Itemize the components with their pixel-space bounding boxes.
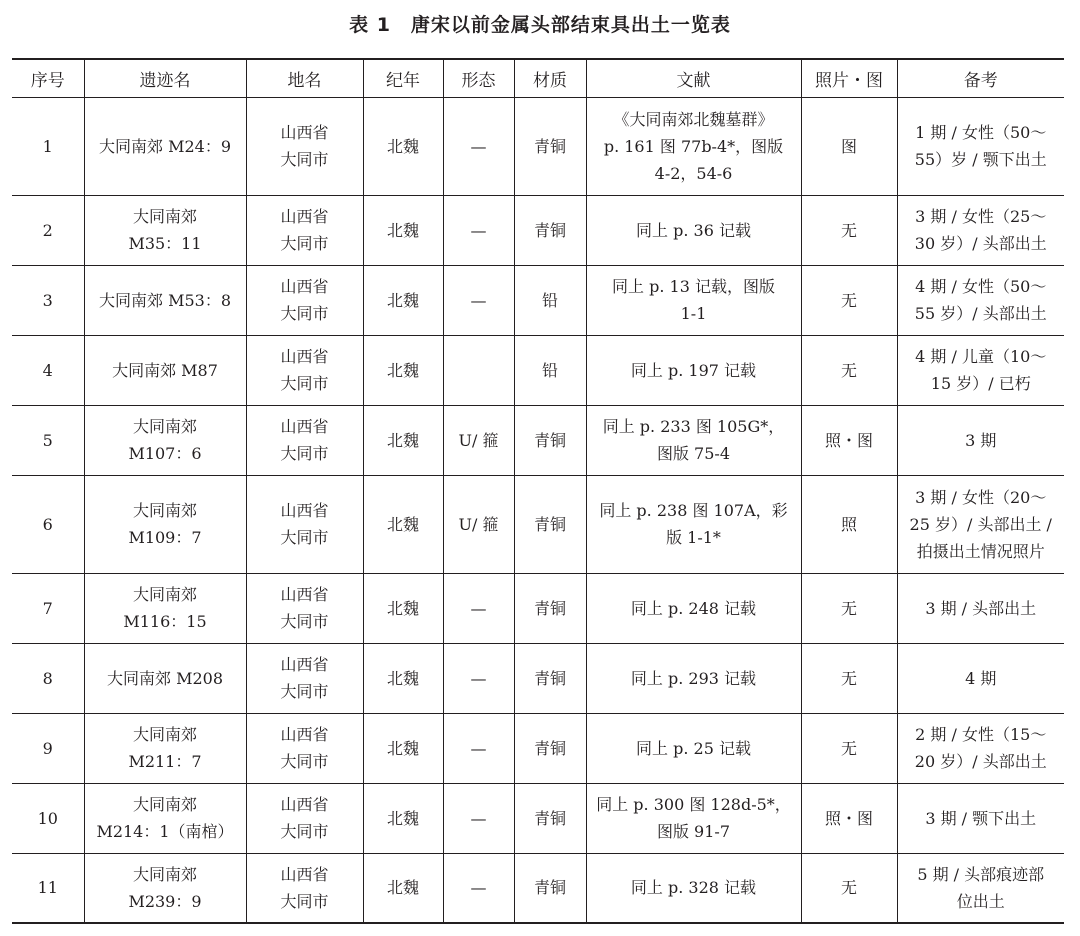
cell-form: —: [443, 713, 514, 783]
cell-site: 大同南郊 M109：7: [84, 475, 246, 573]
cell-place: 山西省 大同市: [246, 853, 363, 923]
cell-note: 3 期 / 女性（20～ 25 岁）/ 头部出土 / 拍摄出土情况照片: [897, 475, 1064, 573]
cell-photo: 无: [801, 335, 897, 405]
cell-note: 1 期 / 女性（50～ 55）岁 / 颚下出土: [897, 97, 1064, 195]
cell-reference: 同上 p. 13 记载，图版 1-1: [586, 265, 801, 335]
cell-photo: 图: [801, 97, 897, 195]
cell-photo: 无: [801, 713, 897, 783]
cell-no: 6: [12, 475, 84, 573]
header-place: 地名: [246, 59, 363, 97]
cell-site: 大同南郊 M53：8: [84, 265, 246, 335]
cell-era: 北魏: [363, 195, 443, 265]
cell-site: 大同南郊 M239：9: [84, 853, 246, 923]
cell-material: 青铜: [514, 573, 586, 643]
cell-site: 大同南郊 M211：7: [84, 713, 246, 783]
cell-material: 青铜: [514, 713, 586, 783]
cell-place: 山西省 大同市: [246, 713, 363, 783]
table-row: [12, 643, 1064, 713]
cell-no: 7: [12, 573, 84, 643]
cell-place: 山西省 大同市: [246, 265, 363, 335]
table-row: [12, 853, 1064, 923]
cell-era: 北魏: [363, 335, 443, 405]
header-row: [12, 59, 1064, 97]
cell-era: 北魏: [363, 265, 443, 335]
cell-reference: 《大同南郊北魏墓群》 p. 161 图 77b-4*，图版 4-2，54-6: [586, 97, 801, 195]
header-no: 序号: [12, 59, 84, 97]
cell-material: 青铜: [514, 405, 586, 475]
cell-site: 大同南郊 M24：9: [84, 97, 246, 195]
header-note: 备考: [897, 59, 1064, 97]
cell-form: —: [443, 783, 514, 853]
cell-reference: 同上 p. 248 记载: [586, 573, 801, 643]
table-row: [12, 783, 1064, 853]
cell-no: 5: [12, 405, 84, 475]
cell-note: 4 期 / 儿童（10～ 15 岁）/ 已朽: [897, 335, 1064, 405]
cell-material: 铅: [514, 265, 586, 335]
cell-note: 5 期 / 头部痕迹部 位出土: [897, 853, 1064, 923]
cell-note: 3 期 / 头部出土: [897, 573, 1064, 643]
cell-photo: 无: [801, 265, 897, 335]
header-material: 材质: [514, 59, 586, 97]
cell-material: 青铜: [514, 853, 586, 923]
table-row: [12, 195, 1064, 265]
cell-reference: 同上 p. 25 记载: [586, 713, 801, 783]
cell-place: 山西省 大同市: [246, 783, 363, 853]
table-title: 表 1 唐宋以前金属头部结束具出土一览表: [349, 14, 731, 36]
table-row: [12, 335, 1064, 405]
cell-site: 大同南郊 M208: [84, 643, 246, 713]
cell-photo: 照・图: [801, 783, 897, 853]
cell-material: 青铜: [514, 643, 586, 713]
cell-material: 青铜: [514, 97, 586, 195]
cell-note: 3 期 / 颚下出土: [897, 783, 1064, 853]
cell-site: 大同南郊 M116：15: [84, 573, 246, 643]
table-row: [12, 713, 1064, 783]
cell-no: 3: [12, 265, 84, 335]
cell-note: 3 期 / 女性（25～ 30 岁）/ 头部出土: [897, 195, 1064, 265]
cell-site: 大同南郊 M35：11: [84, 195, 246, 265]
cell-photo: 照・图: [801, 405, 897, 475]
cell-reference: 同上 p. 293 记载: [586, 643, 801, 713]
cell-photo: 照: [801, 475, 897, 573]
cell-era: 北魏: [363, 853, 443, 923]
cell-note: 2 期 / 女性（15～ 20 岁）/ 头部出土: [897, 713, 1064, 783]
cell-place: 山西省 大同市: [246, 97, 363, 195]
cell-era: 北魏: [363, 643, 443, 713]
cell-era: 北魏: [363, 783, 443, 853]
cell-place: 山西省 大同市: [246, 195, 363, 265]
cell-no: 2: [12, 195, 84, 265]
cell-note: 4 期 / 女性（50～ 55 岁）/ 头部出土: [897, 265, 1064, 335]
cell-reference: 同上 p. 197 记载: [586, 335, 801, 405]
cell-site: 大同南郊 M214：1（南棺）: [84, 783, 246, 853]
cell-era: 北魏: [363, 405, 443, 475]
cell-material: 青铜: [514, 475, 586, 573]
cell-form: —: [443, 265, 514, 335]
cell-form: U/ 箍: [443, 405, 514, 475]
cell-place: 山西省 大同市: [246, 573, 363, 643]
cell-reference: 同上 p. 328 记载: [586, 853, 801, 923]
cell-material: 铅: [514, 335, 586, 405]
cell-form: —: [443, 195, 514, 265]
header-site: 遗迹名: [84, 59, 246, 97]
cell-era: 北魏: [363, 713, 443, 783]
cell-photo: 无: [801, 573, 897, 643]
cell-era: 北魏: [363, 97, 443, 195]
cell-form: [443, 335, 514, 405]
cell-no: 4: [12, 335, 84, 405]
header-reference: 文献: [586, 59, 801, 97]
cell-note: 4 期: [897, 643, 1064, 713]
cell-no: 1: [12, 97, 84, 195]
cell-place: 山西省 大同市: [246, 475, 363, 573]
cell-no: 10: [12, 783, 84, 853]
table-row: [12, 573, 1064, 643]
cell-reference: 同上 p. 300 图 128d-5*， 图版 91-7: [586, 783, 801, 853]
cell-reference: 同上 p. 36 记载: [586, 195, 801, 265]
metal-hair-fastener-table: [12, 58, 1064, 924]
cell-material: 青铜: [514, 195, 586, 265]
table-row: [12, 265, 1064, 335]
cell-place: 山西省 大同市: [246, 335, 363, 405]
cell-era: 北魏: [363, 475, 443, 573]
table-row: [12, 97, 1064, 195]
cell-note: 3 期: [897, 405, 1064, 475]
cell-photo: 无: [801, 643, 897, 713]
table-row: [12, 405, 1064, 475]
cell-photo: 无: [801, 853, 897, 923]
cell-material: 青铜: [514, 783, 586, 853]
header-photo: 照片・图: [801, 59, 897, 97]
cell-no: 11: [12, 853, 84, 923]
cell-reference: 同上 p. 233 图 105G*， 图版 75-4: [586, 405, 801, 475]
cell-photo: 无: [801, 195, 897, 265]
cell-place: 山西省 大同市: [246, 405, 363, 475]
cell-site: 大同南郊 M87: [84, 335, 246, 405]
cell-place: 山西省 大同市: [246, 643, 363, 713]
cell-form: U/ 箍: [443, 475, 514, 573]
cell-form: —: [443, 97, 514, 195]
cell-form: —: [443, 643, 514, 713]
cell-site: 大同南郊 M107：6: [84, 405, 246, 475]
cell-no: 9: [12, 713, 84, 783]
cell-form: —: [443, 573, 514, 643]
cell-era: 北魏: [363, 573, 443, 643]
header-era: 纪年: [363, 59, 443, 97]
header-form: 形态: [443, 59, 514, 97]
cell-no: 8: [12, 643, 84, 713]
cell-reference: 同上 p. 238 图 107A，彩 版 1-1*: [586, 475, 801, 573]
cell-form: —: [443, 853, 514, 923]
table-row: [12, 475, 1064, 573]
